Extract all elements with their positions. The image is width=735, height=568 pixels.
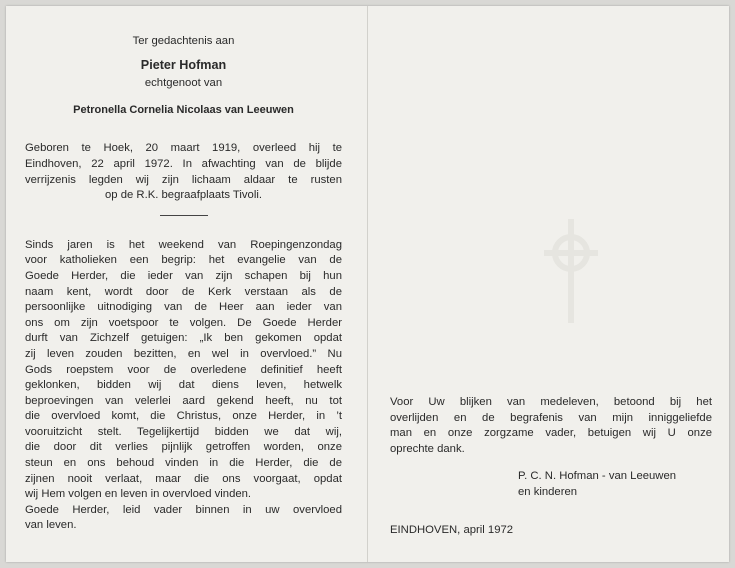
memorial-card [6, 6, 729, 562]
reflection-line: ons om zijn voetspoor te volgen. De Goede Herder [25, 316, 342, 329]
signature-line: en kinderen [518, 485, 578, 498]
thanks-line: overlijden en de begrafenis van mijn inniggeliefde [390, 411, 712, 424]
reflection-line: steun en ons behoud vinden in die Herder, die de [25, 457, 342, 470]
place-date: EINDHOVEN, april 1972 [390, 523, 514, 536]
thanks-paragraph [390, 395, 712, 457]
reflection-line: van leven. [25, 519, 77, 532]
thanks-line: man en onze zorgzame vader, betuigen wij U onze [390, 427, 712, 440]
card-fold-line [367, 6, 368, 562]
reflection-paragraph [25, 238, 342, 534]
in-memory-text: Ter gedachtenis aan [132, 35, 235, 47]
bio-line: Eindhoven, 22 april 1972. In afwachting van de blijde [25, 157, 342, 170]
reflection-line: Gods roepstem voor de overledene definitief heeft [25, 363, 342, 376]
reflection-line: wij Hem volgen en leven in overvloed vinden. [25, 488, 252, 501]
faint-cross-watermark [526, 211, 616, 331]
signature-line: P. C. N. Hofman - van Leeuwen [518, 470, 677, 483]
reflection-line: geklonken, bidden wij dat diens leven, hetwelk [25, 379, 342, 392]
reflection-line: die door dit verlies pijnlijk getroffen worden, onze [25, 441, 342, 454]
reflection-line: vooruitzicht stelt. Tegelijkertijd bidden we dat wij, [25, 425, 342, 438]
reflection-line: Goede Herder, die ieder van zijn schapen bij hun [25, 269, 342, 282]
bio-line: verrijzenis legden wij zijn lichaam aldaar te rusten [25, 173, 342, 186]
spouse-prefix: echtgenoot van [144, 77, 223, 90]
reflection-line: Sinds jaren is het weekend van Roepingenzondag [25, 238, 342, 251]
signature-block [390, 469, 712, 500]
reflection-line: beproevingen van velerlei aard gekend heeft, nu tot [25, 394, 342, 407]
reflection-line: naam kent, wordt door de Kerk verstaan als de [25, 285, 342, 298]
right-panel [390, 395, 712, 538]
left-panel [25, 34, 342, 534]
reflection-line: persoonlijke uitnodiging van de Heer aan ieder van [25, 301, 342, 314]
bio-line: Geboren te Hoek, 20 maart 1919, overleed hij te [25, 142, 342, 155]
bio-line: op de R.K. begraafplaats Tivoli. [105, 189, 262, 202]
reflection-line: zij leven zouden bezitten, en wel in overvloed.” Nu [25, 347, 342, 360]
reflection-line: Goede Herder, leid vader binnen in uw overvloed [25, 503, 342, 516]
reflection-line: die overvloed komt, die Christus, onze Herder, in ’t [25, 410, 342, 423]
reflection-line: durft van Zichzelf getuigen: „Ik ben gekomen opdat [25, 332, 342, 345]
thanks-line: oprechte dank. [390, 442, 465, 455]
biography-paragraph [25, 141, 342, 203]
thanks-line: Voor Uw blijken van medeleven, betoond bij het [390, 396, 712, 408]
section-divider [160, 215, 208, 216]
reflection-line: voor katholieken een begrip: het evangelie van de [25, 254, 342, 267]
spouse-name: Petronella Cornelia Nicolaas van Leeuwen [73, 103, 294, 116]
deceased-name: Pieter Hofman [140, 57, 227, 72]
reflection-line: zijnen nooit verlaat, maar die ons voorgaat, opdat [25, 472, 342, 485]
